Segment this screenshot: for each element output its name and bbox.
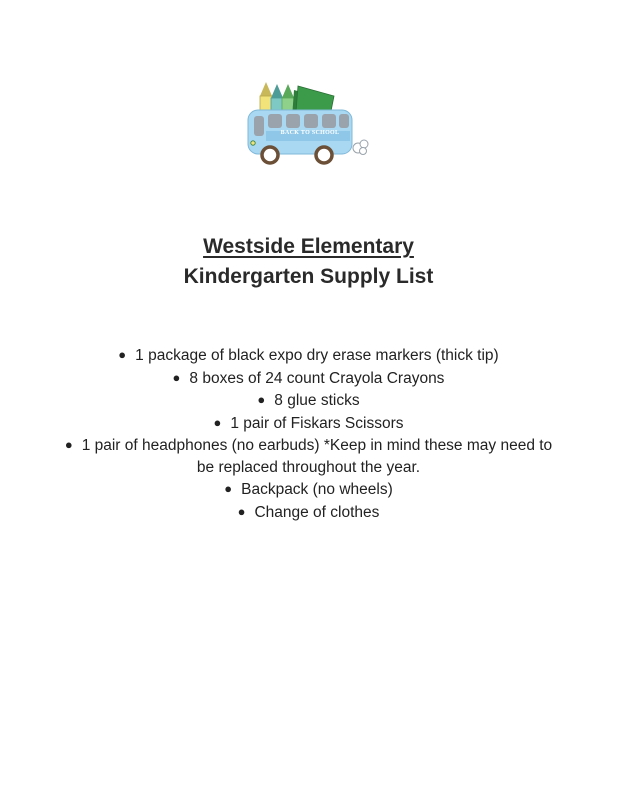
list-item	[60, 501, 557, 524]
supply-text: 8 glue sticks	[274, 392, 360, 409]
list-item	[60, 367, 557, 390]
bullet-icon: ●	[224, 481, 233, 496]
list-title: Kindergarten Supply List	[183, 265, 434, 288]
list-item	[60, 344, 557, 367]
bullet-icon: ●	[118, 347, 127, 362]
bullet-icon: ●	[213, 414, 222, 430]
logo-text: BACK TO SCHOOL	[280, 130, 340, 136]
list-item	[60, 389, 557, 412]
supply-text: Change of clothes	[254, 503, 380, 521]
bullet-icon: ●	[237, 503, 246, 519]
bullet-icon: ●	[64, 437, 73, 452]
supply-text: 1 pair of Fiskars Scissors	[230, 414, 404, 432]
supply-text: 1 pair of headphones (no earbuds) *Keep in mind these may need to be replaced throughout the year.	[81, 437, 553, 476]
document-title	[0, 232, 617, 292]
supply-text: Backpack (no wheels)	[241, 481, 393, 498]
bullet-icon: ●	[172, 369, 181, 385]
supply-text: 1 package of black expo dry erase markers (thick tip)	[135, 347, 499, 364]
school-name: Westside Elementary	[203, 235, 414, 258]
supply-text: 8 boxes of 24 count Crayola Crayons	[189, 369, 445, 387]
back-to-school-bus-icon	[246, 78, 372, 170]
supply-list	[60, 344, 557, 523]
list-item	[60, 478, 557, 501]
list-item	[60, 412, 557, 435]
bullet-icon: ●	[257, 392, 266, 407]
list-item	[60, 434, 557, 478]
